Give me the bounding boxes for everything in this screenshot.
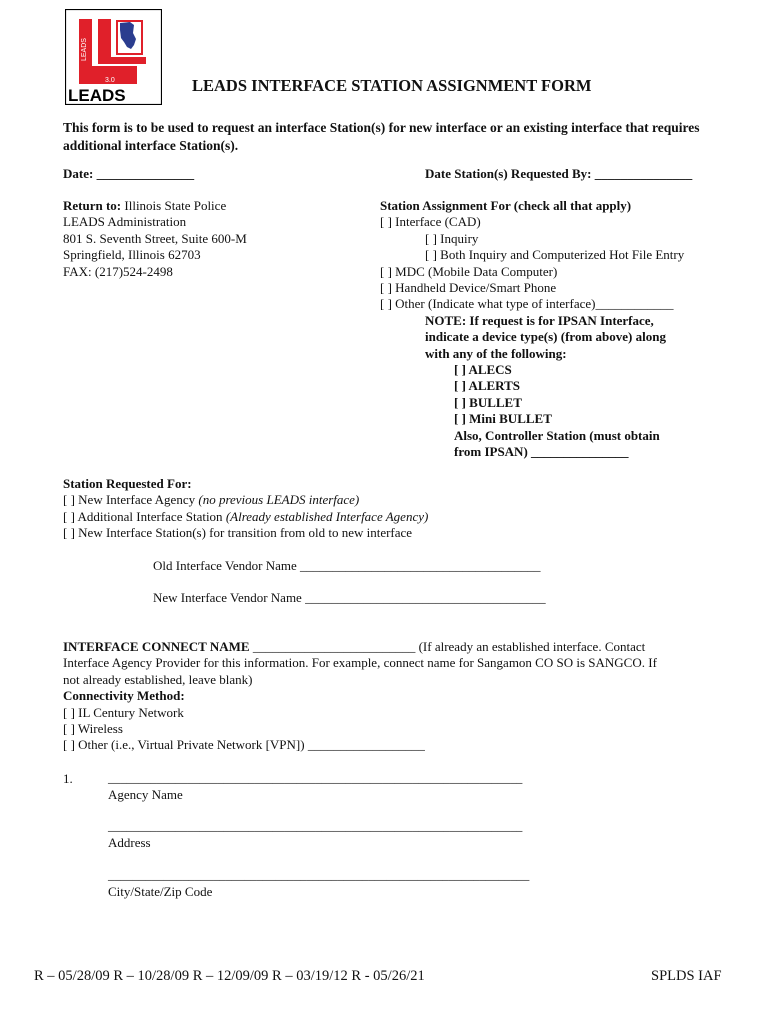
- checkbox-mini-bullet[interactable]: [ ] Mini BULLET: [454, 411, 552, 427]
- agency-name-line[interactable]: ____________________________________________________________________: [108, 771, 523, 785]
- checkbox-alerts[interactable]: [ ] ALERTS: [454, 378, 521, 394]
- connect-name-label: INTERFACE CONNECT NAME: [63, 639, 250, 654]
- form-code: SPLDS IAF: [651, 968, 722, 984]
- station-requested-block: [63, 476, 428, 542]
- ipsan-note-line1: NOTE: If request is for IPSAN Interface,: [425, 312, 654, 328]
- form-intro: This form is to be used to request an interface Station(s) for new interface or an existing interface that requires additional interface Station(s).: [63, 120, 700, 153]
- checkbox-both-inquiry-hotfile[interactable]: [ ] Both Inquiry and Computerized Hot File Entry: [425, 247, 685, 263]
- leads-logo-graphic: [65, 9, 162, 105]
- address-label: Address: [108, 835, 151, 850]
- return-to-block: [63, 198, 247, 280]
- connect-name-line1[interactable]: [63, 639, 657, 655]
- new-vendor-field[interactable]: New Interface Vendor Name _____________________________________: [153, 590, 546, 605]
- logo-vertical-text: LEADS: [81, 38, 88, 61]
- return-to-label: Return to:: [63, 198, 122, 213]
- revision-history: R – 05/28/09 R – 10/28/09 R – 12/09/09 R – 03/19/12 R - 05/26/21: [34, 968, 425, 984]
- agency-number: 1.: [63, 771, 73, 786]
- additional-station-note: (Already established Interface Agency): [225, 508, 429, 524]
- checkbox-bullet[interactable]: [ ] BULLET: [454, 394, 522, 410]
- leads-logo: [65, 9, 162, 105]
- checkbox-inquiry[interactable]: [ ] Inquiry: [425, 230, 479, 246]
- checkbox-additional-station[interactable]: [63, 509, 428, 525]
- connect-name-rest: _________________________ (If already an established interface. Contact: [249, 639, 646, 654]
- station-assignment-block: [380, 198, 684, 461]
- station-requested-heading: Station Requested For:: [63, 476, 192, 491]
- logo-version: 3.0: [105, 77, 115, 84]
- checkbox-new-agency[interactable]: [63, 492, 428, 508]
- logo-wordmark: LEADS: [68, 86, 126, 105]
- date-requested-field: Date Station(s) Requested By: _______________: [425, 166, 693, 181]
- return-to-line4: Springfield, Illinois 62703: [63, 247, 201, 263]
- checkbox-transition-station[interactable]: [ ] New Interface Station(s) for transition from old to new interface: [63, 525, 413, 541]
- controller-station-line1: Also, Controller Station (must obtain: [454, 427, 660, 443]
- ipsan-note-line3: with any of the following:: [425, 345, 567, 361]
- city-state-zip-line[interactable]: ____________________________________________________________________: [108, 868, 530, 882]
- checkbox-il-century[interactable]: [ ] IL Century Network: [63, 704, 184, 720]
- return-to-line2: LEADS Administration: [63, 214, 187, 230]
- checkbox-wireless[interactable]: [ ] Wireless: [63, 721, 123, 737]
- ipsan-note-line2: indicate a device type(s) (from above) along: [425, 329, 666, 345]
- address-line[interactable]: ____________________________________________________________________: [108, 819, 523, 833]
- station-assignment-heading: Station Assignment For (check all that apply): [380, 198, 632, 213]
- agency-name-label: Agency Name: [108, 787, 183, 802]
- return-to-line3: 801 S. Seventh Street, Suite 600-M: [63, 230, 247, 246]
- return-to-line5: FAX: (217)524-2498: [63, 263, 173, 279]
- checkbox-other-interface[interactable]: [ ] Other (Indicate what type of interface)____________: [380, 296, 674, 312]
- controller-station-line2[interactable]: from IPSAN) _______________: [454, 444, 629, 460]
- connectivity-method-heading: Connectivity Method:: [63, 688, 185, 704]
- checkbox-interface-cad[interactable]: [ ] Interface (CAD): [380, 214, 481, 230]
- connect-name-line3: not already established, leave blank): [63, 671, 253, 687]
- checkbox-other-vpn[interactable]: [ ] Other (i.e., Virtual Private Network [VPN]) __________________: [63, 737, 425, 753]
- connect-name-block: [63, 639, 657, 754]
- return-to-line1: Illinois State Police: [124, 198, 227, 213]
- checkbox-handheld[interactable]: [ ] Handheld Device/Smart Phone: [380, 280, 557, 296]
- new-agency-label: [ ] New Interface Agency: [63, 492, 199, 508]
- additional-station-label: [ ] Additional Interface Station: [63, 508, 226, 524]
- new-agency-note: (no previous LEADS interface): [198, 492, 360, 508]
- city-state-zip-label: City/State/Zip Code: [108, 884, 213, 899]
- checkbox-alecs[interactable]: [ ] ALECS: [454, 362, 512, 378]
- checkbox-mdc[interactable]: [ ] MDC (Mobile Data Computer): [380, 263, 558, 279]
- date-field: Date: _______________: [63, 166, 195, 181]
- form-title: LEADS INTERFACE STATION ASSIGNMENT FORM: [192, 76, 592, 95]
- old-vendor-field[interactable]: Old Interface Vendor Name _____________________________________: [153, 558, 541, 573]
- connect-name-line2: Interface Agency Provider for this information. For example, connect name for Sangamon CO SO is SANGCO. If: [63, 655, 657, 671]
